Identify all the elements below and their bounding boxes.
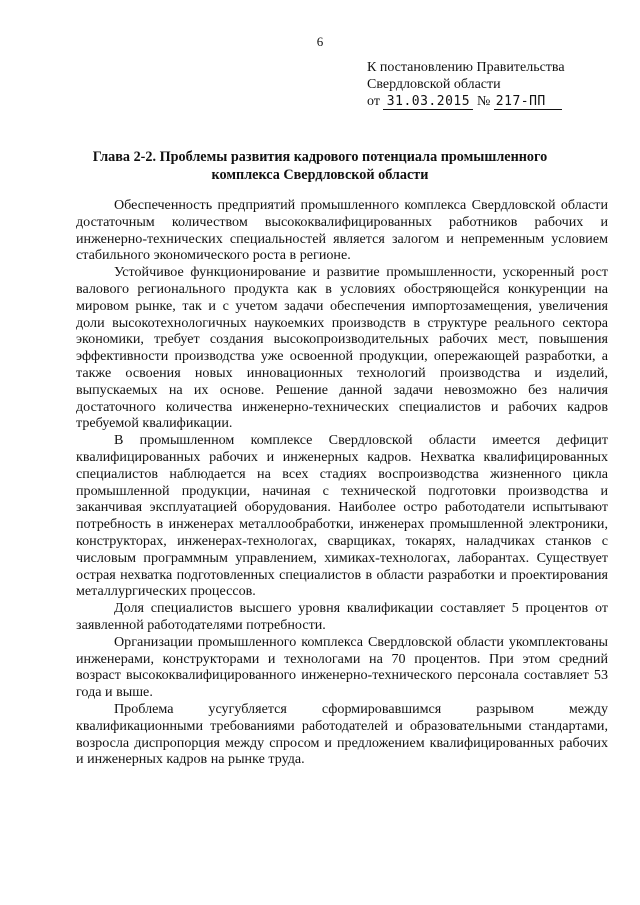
resolution-line-1: К постановлению Правительства bbox=[367, 60, 565, 75]
resolution-line-3 bbox=[367, 93, 627, 110]
page-number: 6 bbox=[316, 34, 324, 49]
resolution-stamp bbox=[367, 59, 627, 110]
paragraph-1: Обеспеченность предприятий промышленного комплекса Свердловской области достаточным количеством высококвалифицированных работников рабочих и инженерно-технических специальностей является залогом и непременным условием стабильного экономического роста в регионе. bbox=[76, 197, 608, 264]
resolution-date: 31.03.2015 bbox=[383, 95, 473, 110]
resolution-number: 217-ПП bbox=[494, 95, 562, 110]
from-label: от bbox=[367, 94, 380, 109]
document-body bbox=[76, 197, 608, 768]
resolution-line-2: Свердловской области bbox=[367, 77, 501, 92]
paragraph-4: Доля специалистов высшего уровня квалификации составляет 5 процентов от заявленной работодателями потребности. bbox=[76, 600, 608, 633]
paragraph-5: Организации промышленного комплекса Свердловской области укомплектованы инженерами, конструкторами и технологами на 70 процентов. При этом средний возраст высококвалифицированного инженерно-технического персонала составляет 53 года и выше. bbox=[76, 633, 608, 701]
paragraph-3: В промышленном комплексе Свердловской области имеется дефицит квалифицированных рабочих и инженерных кадров. Нехватка квалифицированных специалистов наблюдается на всех стадиях воспроизводства жизненного цикла промышленной продукции, начиная с технической подготовки производства и заканчивая эксплуатацией оборудования. Наиболее остро работодатели испытывают потребность в инженерах металлообработки, инженерах промышленной электроники, конструкторах, инженерах-технологах, сварщиках, токарях, наладчиках станков с числовым программным управлением, химиках-технологах, лаборантах. Существует острая нехватка подготовленных специалистов в области разработки и проектирования металлургических процессов. bbox=[76, 432, 608, 600]
number-label: № bbox=[476, 94, 491, 109]
paragraph-2: Устойчивое функционирование и развитие промышленности, ускоренный рост валового регионального продукта как в условиях обостряющейся конкуренции на мировом рынке, так и с учетом задачи обеспечения импортозамещения, увеличения доли высокотехнологичных наукоемких производств в структуре реального сектора экономики, требует создания высокопроизводительных рабочих мест, повышения эффективности производства уже освоенной продукции, опережающей разработки, а также освоения новых инновационных технологий производства и изделий, выпускаемых на их основе. Решение данной задачи невозможно без наличия достаточного количества инженерно-технических специалистов и рабочих кадров требуемой квалификации. bbox=[76, 264, 608, 432]
paragraph-6: Проблема усугубляется сформировавшимся разрывом между квалификационными требованиями работодателей и образовательными стандартами, возросла диспропорция между спросом и предложением квалифицированных рабочих и инженерных кадров на рынке труда. bbox=[76, 700, 608, 768]
chapter-title: Глава 2-2. Проблемы развития кадрового потенциала промышленного комплекса Свердловской области bbox=[92, 149, 548, 183]
